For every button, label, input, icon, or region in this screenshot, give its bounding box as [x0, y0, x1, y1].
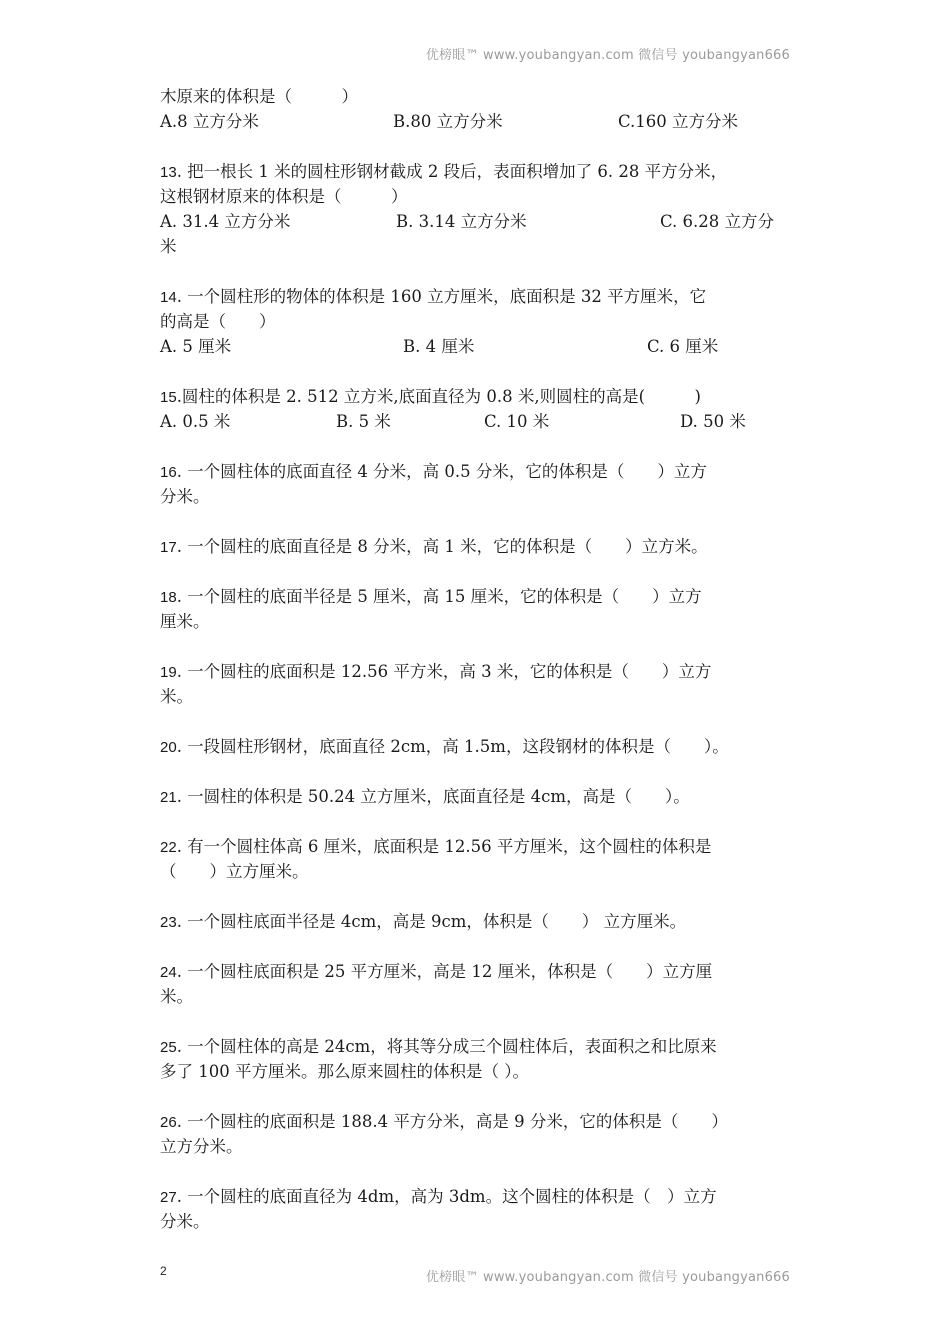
question-line: . 一圆柱的体积是 50.24 立方厘米，底面直径是 4cm，高是（ ）。	[176, 787, 690, 806]
question-15	[160, 384, 792, 434]
question-text: 米	[160, 237, 177, 256]
question-number: 19	[160, 664, 177, 681]
question-text	[160, 459, 792, 484]
option-c: C.160 立方分米	[618, 112, 739, 131]
question-text: 分米。	[160, 1212, 210, 1231]
question-line: . 一个圆柱的底面半径是 5 厘米，高 15 厘米，它的体积是（ ）立方	[176, 587, 702, 606]
question-text: 米。	[160, 687, 193, 706]
question-number: 22	[160, 839, 177, 856]
question-text: 木原来的体积是（ ）	[160, 87, 358, 106]
option-c: C. 6.28 立方分	[660, 212, 775, 231]
option-c: C. 10 米	[484, 412, 550, 431]
question-19	[160, 659, 792, 709]
question-text: 分米。	[160, 487, 210, 506]
question-number: 21	[160, 789, 177, 806]
question-line: . 一个圆柱体的高是 24cm，将其等分成三个圆柱体后，表面积之和比原来	[176, 1037, 717, 1056]
question-text	[160, 384, 792, 409]
question-text: 立方分米。	[160, 1137, 243, 1156]
question-line: . 一个圆柱的底面积是 12.56 平方米，高 3 米，它的体积是（ ）立方	[176, 662, 712, 681]
question-21	[160, 784, 792, 809]
question-text	[160, 159, 792, 184]
question-text: （ ）立方厘米。	[160, 862, 309, 881]
question-25	[160, 1034, 792, 1084]
question-number: 13	[160, 164, 177, 181]
question-number: 24	[160, 964, 177, 981]
question-line: . 一段圆柱形钢材，底面直径 2cm，高 1.5m，这段钢材的体积是（ ）。	[176, 737, 729, 756]
question-number: 16	[160, 464, 177, 481]
question-line: . 一个圆柱形的物体的体积是 160 立方厘米，底面积是 32 平方厘米，它	[176, 287, 707, 306]
question-text: 的高是（ ）	[160, 312, 276, 331]
question-number: 23	[160, 914, 177, 931]
question-line: .圆柱的体积是 2. 512 立方米,底面直径为 0.8 米,则圆柱的高是( )	[176, 387, 701, 406]
question-text	[160, 659, 792, 684]
option-d: D. 50 米	[680, 412, 746, 431]
page-number: 2	[160, 1264, 167, 1278]
option-b: B. 3.14 立方分米	[396, 212, 527, 231]
option-c: C. 6 厘米	[647, 337, 719, 356]
question-text: 米。	[160, 987, 193, 1006]
question-text	[160, 584, 792, 609]
question-number: 18	[160, 589, 177, 606]
question-24	[160, 959, 792, 1009]
question-number: 25	[160, 1039, 177, 1056]
question-13	[160, 159, 792, 259]
question-list	[160, 84, 792, 1234]
option-b: B. 4 厘米	[403, 337, 475, 356]
question-text	[160, 1184, 792, 1209]
question-text	[160, 834, 792, 859]
question-text	[160, 784, 792, 809]
question-text	[160, 734, 792, 759]
footer-watermark: 优榜眼™ www.youbangyan.com 微信号 youbangyan666	[425, 1270, 790, 1285]
question-text	[160, 959, 792, 984]
options	[160, 409, 792, 434]
option-a: A.8 立方分米	[160, 112, 259, 131]
question-18	[160, 584, 792, 634]
question-14	[160, 284, 792, 359]
question-16	[160, 459, 792, 509]
question-17	[160, 534, 792, 559]
question-text	[160, 1109, 792, 1134]
question-number: 27	[160, 1189, 177, 1206]
question-text	[160, 284, 792, 309]
question-line: . 有一个圆柱体高 6 厘米，底面积是 12.56 平方厘米，这个圆柱的体积是	[176, 837, 712, 856]
question-22	[160, 834, 792, 884]
question-line: . 一个圆柱底面半径是 4cm，高是 9cm，体积是（ ） 立方厘米。	[176, 912, 687, 931]
options	[160, 109, 792, 134]
option-a: A. 5 厘米	[160, 337, 232, 356]
option-a: A. 0.5 米	[160, 412, 231, 431]
header-watermark: 优榜眼™ www.youbangyan.com 微信号 youbangyan666	[425, 48, 790, 63]
question-number: 26	[160, 1114, 177, 1131]
options	[160, 334, 792, 359]
question-line: . 一个圆柱的底面直径为 4dm，高为 3dm。这个圆柱的体积是（ ）立方	[176, 1187, 717, 1206]
question-26	[160, 1109, 792, 1159]
question-12	[160, 84, 792, 134]
question-number: 17	[160, 539, 177, 556]
question-23	[160, 909, 792, 934]
question-line: . 把一根长 1 米的圆柱形钢材截成 2 段后，表面积增加了 6. 28 平方分米，	[176, 162, 728, 181]
question-number: 20	[160, 739, 177, 756]
option-b: B.80 立方分米	[393, 112, 503, 131]
question-text: 厘米。	[160, 612, 210, 631]
question-text: 这根钢材原来的体积是（ ）	[160, 187, 408, 206]
question-text	[160, 1034, 792, 1059]
question-20	[160, 734, 792, 759]
question-line: . 一个圆柱体的底面直径 4 分米，高 0.5 分米，它的体积是（ ）立方	[176, 462, 707, 481]
question-27	[160, 1184, 792, 1234]
question-line: . 一个圆柱的底面直径是 8 分米，高 1 米，它的体积是（ ）立方米。	[176, 537, 708, 556]
question-text: 多了 100 平方厘米。那么原来圆柱的体积是（ ）。	[160, 1062, 529, 1081]
question-line: . 一个圆柱底面积是 25 平方厘米，高是 12 厘米，体积是（ ）立方厘	[176, 962, 713, 981]
question-number: 14	[160, 289, 177, 306]
option-a: A. 31.4 立方分米	[160, 212, 291, 231]
question-line: . 一个圆柱的底面积是 188.4 平方分米，高是 9 分米，它的体积是（ ）	[176, 1112, 728, 1131]
question-number: 15	[160, 389, 177, 406]
option-b: B. 5 米	[336, 412, 391, 431]
options	[160, 209, 792, 234]
question-text	[160, 534, 792, 559]
question-text	[160, 909, 792, 934]
